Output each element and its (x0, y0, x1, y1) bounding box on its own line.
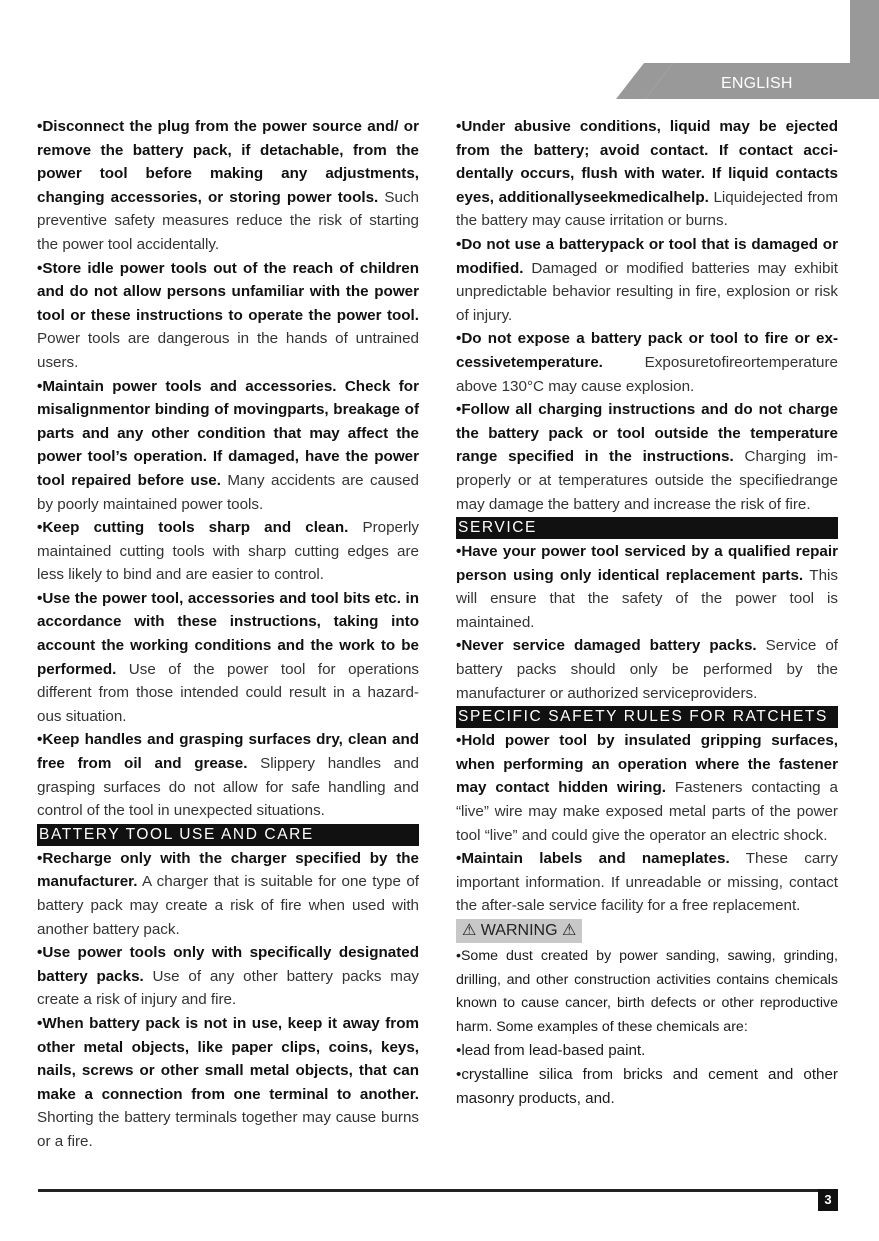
safety-item: •Do not expose a battery pack or tool to fire or ex-cessivetemperature. Exposuretofireortemperature above 130°C may cause explosion. (456, 330, 838, 395)
safety-item: •Maintain power tools and accessories. Check for misalignmentor binding of movingparts, breakage of parts and any other condition that may affect the power tool’s operation. If damaged, have the power tool repaired before use. Many accidents are caused by poorly maintained power tools. (37, 377, 420, 513)
footer-divider (38, 1189, 818, 1192)
safety-item: •Follow all charging instructions and do not charge the battery pack or tool outside the temperature range specified in the instructions. Charging im-properly or at temperatures outside the specifiedrange may damage the battery and increase the risk of fire. (456, 401, 839, 513)
section-heading-service: SERVICE (456, 517, 838, 539)
warning-bullet: •lead from lead-based paint. (456, 1042, 646, 1060)
safety-item: •Recharge only with the charger specified by the manufacturer. A charger that is suitable for one type of battery pack may create a risk of fire when used with another battery pack. (37, 849, 419, 938)
section-heading-ratchets: SPECIFIC SAFETY RULES FOR RATCHETS (456, 706, 838, 728)
right-column (456, 115, 838, 1110)
safety-item: •Have your power tool serviced by a qualified repair person using only identical replacement parts. This will ensure that the safety of the power tool is maintained. (456, 543, 838, 631)
safety-item: •Hold power tool by insulated gripping surfaces, when performing an operation where the fastener may contact hidden wiring. Fasteners contacting a “live” wire may make exposed metal parts of the power tool “live” and could give the operator an electric shock. (456, 732, 838, 844)
warning-triangle-icon: ⚠ (462, 922, 477, 939)
safety-item: •Use power tools only with specifically designated battery packs. Use of any other battery packs may create a risk of injury and fire. (37, 944, 419, 1009)
page-number: 3 (818, 1189, 838, 1211)
warning-label-box (456, 919, 582, 943)
safety-item: •Keep cutting tools sharp and clean. Properly maintained cutting tools with sharp cutting edges are less likely to bind and are easier to control. (37, 519, 419, 584)
safety-item: •When battery pack is not in use, keep it away from other metal objects, like paper clips, coins, keys, nails, screws or other small metal objects, that can make a connection from one terminal to another. Shorting the battery terminals together may cause burns or a fire. (37, 1014, 419, 1150)
warning-triangle-icon: ⚠ (561, 922, 577, 939)
safety-item: •Under abusive conditions, liquid may be ejected from the battery; avoid contact. If contact acci-dentally occurs, flush with water. If liquid contacts eyes, additionallyseekmedicalhelp. Liquidejected from the battery may cause irritation or burns. (456, 118, 838, 230)
safety-item: •Use the power tool, accessories and tool bits etc. in accordance with these instructions, taking into account the working conditions and the work to be performed. Use of the power tool for operations different from those intended could result in a hazard-ous situation. (37, 589, 419, 725)
section-heading-battery: BATTERY TOOL USE AND CARE (37, 824, 419, 846)
left-column (37, 115, 419, 1154)
safety-item: •Disconnect the plug from the power source and/ or remove the battery pack, if detachable, from the power tool before making any adjustments, changing accessories, or storing power tools. Such preventive safety measures reduce the risk of starting the power tool accidentally. (37, 118, 420, 253)
warning-bullet: •crystalline silica from bricks and cement and other masonry products, and. (456, 1065, 838, 1107)
warning-label: WARNING (480, 922, 558, 939)
warning-text: •Some dust created by power sanding, sawing, grinding, drilling, and other construction activities contains chemicals known to cause cancer, birth defects or other reproductive harm. Some examples of these chemicals are: (456, 948, 838, 1035)
safety-item: •Maintain labels and nameplates. These carry important information. If unreadable or missing, contact the after-sale service facility for a free replacement. (456, 850, 839, 915)
safety-item: •Store idle power tools out of the reach of children and do not allow persons unfamiliar with the power tool or these instructions to operate the power tool. Power tools are dangerous in the hands of untrained users. (37, 259, 419, 371)
language-label: ENGLISH (721, 75, 793, 92)
safety-item: •Do not use a batterypack or tool that is damaged or modified. Damaged or modified batteries may exhibit unpredictable behavior resulting in fire, explosion or risk of injury. (456, 235, 838, 324)
safety-item: •Keep handles and grasping surfaces dry, clean and free from oil and grease. Slippery handles and grasping surfaces do not allow for safe handling and control of the tool in unexpected situations. (37, 731, 419, 820)
safety-item: •Never service damaged battery packs. Service of battery packs should only be performed by the manufacturer or authorized serviceproviders. (456, 637, 838, 702)
